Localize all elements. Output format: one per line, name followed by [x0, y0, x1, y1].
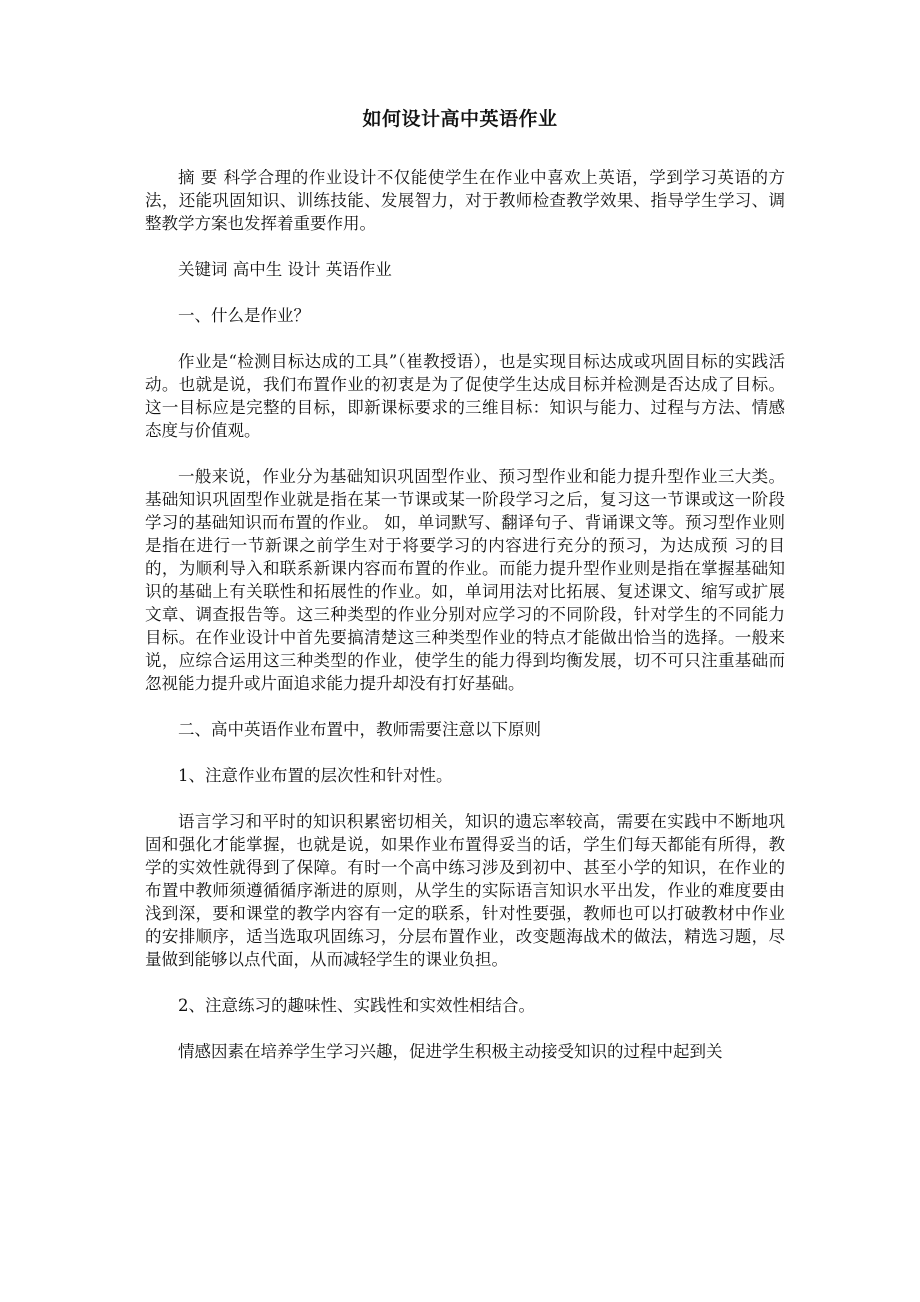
body-paragraph: 作业是“检测目标达成的工具”（崔教授语），也是实现目标达成或巩固目标的实践活动。也就是说，我们布置作业的初衷是为了促使学生达成目标并检测是否达成了目标。这一目标应是完整的目标，即新课标要求的三维目标：知识与能力、过程与方法、情感态度与价值观。	[145, 352, 785, 440]
keywords-paragraph: 关键词 高中生 设计 英语作业	[178, 260, 392, 279]
body-paragraph: 情感因素在培养学生学习兴趣，促进学生积极主动接受知识的过程中起到关	[178, 1042, 723, 1061]
section-heading-what-is-homework: 一、什么是作业？	[178, 306, 310, 325]
subsection-heading-layered: 1、注意作业布置的层次性和针对性。	[178, 766, 453, 785]
body-paragraph: 语言学习和平时的知识积累密切相关，知识的遗忘率较高，需要在实践中不断地巩固和强化才能掌握，也就是说，如果作业布置得妥当的话，学生们每天都能有所得，教学的实效性就得到了保障。有时一个高中练习涉及到初中、甚至小学的知识，在作业的布置中教师须遵循循序渐进的原则，从学生的实际语言知识水平出发，作业的难度要由浅到深，要和课堂的教学内容有一定的联系，针对性要强，教师也可以打破教材中作业的安排顺序，适当选取巩固练习，分层布置作业，改变题海战术的做法，精选习题，尽量做到能够以点代面，从而减轻学生的课业负担。	[145, 812, 785, 969]
abstract-paragraph: 摘 要 科学合理的作业设计不仅能使学生在作业中喜欢上英语，学到学习英语的方法，还能巩固知识、训练技能、发展智力，对于教师检查教学效果、指导学生学习、调整教学方案也发挥着重要作用。	[145, 168, 785, 233]
document-title: 如何设计高中英语作业	[362, 108, 558, 130]
document-body	[145, 166, 785, 1086]
subsection-heading-interest: 2、注意练习的趣味性、实践性和实效性相结合。	[178, 996, 535, 1015]
body-paragraph: 一般来说，作业分为基础知识巩固型作业、预习型作业和能力提升型作业三大类。基础知识巩固型作业就是指在某一节课或某一阶段学习之后，复习这一节课或这一阶段学习的基础知识而布置的作业。 如，单词默写、翻译句子、背诵课文等。预习型作业则是指在进行一节新课之前学生对于将要学习的内容进行充分的预习，为达成预 习的目的，为顺利导入和联系新课内容而布置的作业。而能力提升型作业则是指在掌握基础知识的基础上有关联性和拓展性的作业。如，单词用法对比拓展、复述课文、缩写或扩展文章、调查报告等。这三种类型的作业分别对应学习的不同阶段，针对学生的不同能力目标。在作业设计中首先要搞清楚这三种类型作业的特点才能做出恰当的选择。一般来说，应综合运用这三种类型的作业，使学生的能力得到均衡发展，切不可只注重基础而忽视能力提升或片面追求能力提升却没有打好基础。	[145, 467, 785, 693]
section-heading-principles: 二、高中英语作业布置中，教师需要注意以下原则	[178, 720, 541, 739]
